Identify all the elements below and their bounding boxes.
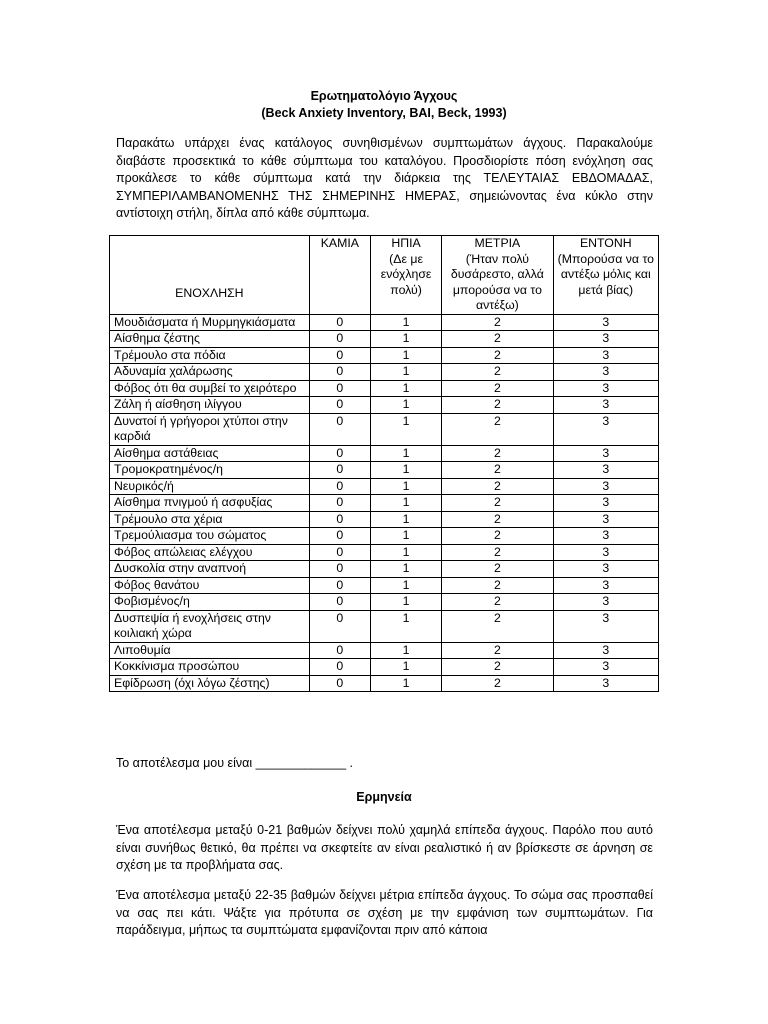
symptom-cell: Τρέμουλο στα πόδια (110, 347, 310, 364)
score-mild-option[interactable]: 1 (370, 413, 441, 445)
symptom-cell: Φόβος απώλειας ελέγχου (110, 544, 310, 561)
header-symptom: ΕΝΟΧΛΗΣΗ (110, 236, 310, 315)
symptom-cell: Μουδιάσματα ή Μυρμηγκιάσματα (110, 314, 310, 331)
header-none (309, 236, 370, 315)
score-mild-option[interactable]: 1 (370, 642, 441, 659)
score-moderate-option[interactable]: 2 (442, 445, 553, 462)
score-severe-option[interactable]: 3 (553, 561, 658, 578)
score-mild-option[interactable]: 1 (370, 314, 441, 331)
table-row (110, 642, 659, 659)
score-mild-option[interactable]: 1 (370, 544, 441, 561)
score-severe-option[interactable]: 3 (553, 528, 658, 545)
score-moderate-option[interactable]: 2 (442, 561, 553, 578)
header-severe-desc: (Μπορούσα να το αντέξω μόλις και μετά βίας) (557, 251, 654, 297)
score-mild-option[interactable]: 1 (370, 331, 441, 348)
table-row (110, 331, 659, 348)
score-moderate-option[interactable]: 2 (442, 331, 553, 348)
score-none-option[interactable]: 0 (309, 675, 370, 692)
score-moderate-option[interactable]: 2 (442, 610, 553, 642)
symptom-cell: Νευρικός/ή (110, 478, 310, 495)
score-severe-option[interactable]: 3 (553, 413, 658, 445)
score-severe-option[interactable]: 3 (553, 380, 658, 397)
table-row (110, 577, 659, 594)
score-none-option[interactable]: 0 (309, 413, 370, 445)
symptom-cell: Αίσθημα πνιγμού ή ασφυξίας (110, 495, 310, 512)
score-none-option[interactable]: 0 (309, 380, 370, 397)
table-row (110, 528, 659, 545)
document-title: Ερωτηματολόγιο Άγχους (310, 89, 458, 103)
score-none-option[interactable]: 0 (309, 610, 370, 642)
score-severe-option[interactable]: 3 (553, 478, 658, 495)
symptom-cell: Δυνατοί ή γρήγοροι χτύποι στην καρδιά (110, 413, 310, 445)
score-label: Το αποτέλεσμα μου είναι (116, 756, 253, 770)
score-mild-option[interactable]: 1 (370, 397, 441, 414)
score-mild-option[interactable]: 1 (370, 495, 441, 512)
score-moderate-option[interactable]: 2 (442, 495, 553, 512)
header-mild-desc: (Δε με ενόχλησε πολύ) (380, 251, 432, 297)
score-line (116, 756, 353, 770)
header-moderate-title: ΜΕΤΡΙΑ (474, 236, 521, 250)
score-moderate-option[interactable]: 2 (442, 642, 553, 659)
score-severe-option[interactable]: 3 (553, 642, 658, 659)
score-severe-option[interactable]: 3 (553, 495, 658, 512)
score-mild-option[interactable]: 1 (370, 561, 441, 578)
score-moderate-option[interactable]: 2 (442, 314, 553, 331)
table-row (110, 610, 659, 642)
score-severe-option[interactable]: 3 (553, 659, 658, 676)
score-none-option[interactable]: 0 (309, 347, 370, 364)
score-mild-option[interactable]: 1 (370, 675, 441, 692)
symptom-table (109, 235, 659, 692)
score-blank[interactable]: _____________ . (255, 756, 353, 770)
score-none-option[interactable]: 0 (309, 397, 370, 414)
interpretation-title: Ερμηνεία (356, 790, 412, 804)
score-severe-option[interactable]: 3 (553, 397, 658, 414)
score-severe-option[interactable]: 3 (553, 314, 658, 331)
score-none-option[interactable]: 0 (309, 594, 370, 611)
score-moderate-option[interactable]: 2 (442, 413, 553, 445)
header-moderate-desc: (Ήταν πολύ δυσάρεστο, αλλά μπορούσα να το αντέξω) (450, 251, 544, 312)
symptom-cell: Δυσκολία στην αναπνοή (110, 561, 310, 578)
interpretation-paragraph-1: Ένα αποτέλεσμα μεταξύ 0-21 βαθμών δείχνει πολύ χαμηλά επίπεδα άγχους. Παρόλο που αυτό είναι συνήθως θετικό, θα πρέπει να σκεφτείτε αν είναι ρεαλιστικό ή αν βρίσκεστε σε άρνηση σε σχέση με τα προβλήματα σας. (116, 823, 653, 873)
score-mild-option[interactable]: 1 (370, 594, 441, 611)
header-severe-title: ΕΝΤΟΝΗ (579, 236, 632, 250)
table-header-row (110, 236, 659, 315)
table-row (110, 462, 659, 479)
header-moderate (442, 236, 553, 315)
score-severe-option[interactable]: 3 (553, 577, 658, 594)
score-severe-option[interactable]: 3 (553, 462, 658, 479)
table-body (110, 314, 659, 692)
symptom-cell: Φόβος θανάτου (110, 577, 310, 594)
symptom-cell: Εφίδρωση (όχι λόγω ζέστης) (110, 675, 310, 692)
score-severe-option[interactable]: 3 (553, 594, 658, 611)
score-none-option[interactable]: 0 (309, 659, 370, 676)
score-none-option[interactable]: 0 (309, 511, 370, 528)
table-row (110, 561, 659, 578)
symptom-cell: Τρέμουλο στα χέρια (110, 511, 310, 528)
score-moderate-option[interactable]: 2 (442, 347, 553, 364)
document-subtitle: (Beck Anxiety Inventory, BAI, Beck, 1993) (261, 106, 507, 120)
score-none-option[interactable]: 0 (309, 528, 370, 545)
score-none-option[interactable]: 0 (309, 364, 370, 381)
score-none-option[interactable]: 0 (309, 445, 370, 462)
table-row (110, 495, 659, 512)
score-moderate-option[interactable]: 2 (442, 528, 553, 545)
score-moderate-option[interactable]: 2 (442, 659, 553, 676)
header-mild (370, 236, 441, 315)
table-row (110, 675, 659, 692)
score-none-option[interactable]: 0 (309, 462, 370, 479)
symptom-cell: Κοκκίνισμα προσώπου (110, 659, 310, 676)
score-mild-option[interactable]: 1 (370, 577, 441, 594)
score-mild-option[interactable]: 1 (370, 478, 441, 495)
table-row (110, 413, 659, 445)
table-row (110, 397, 659, 414)
score-moderate-option[interactable]: 2 (442, 544, 553, 561)
table-row (110, 380, 659, 397)
score-mild-option[interactable]: 1 (370, 462, 441, 479)
intro-paragraph: Παρακάτω υπάρχει ένας κατάλογος συνηθισμένων συμπτωμάτων άγχους. Παρακαλούμε διαβάστε προσεκτικά το κάθε σύμπτωμα του καταλόγου. Προσδιορίστε πόση ενόχληση σας προκάλεσε το κάθε σύμπτωμα κατά την διάρκεια της ΤΕΛΕΥΤΑΙΑΣ ΕΒΔΟΜΑΔΑΣ, ΣΥΜΠΕΡΙΛΑΜΒΑΝΟΜΕΝΗΣ ΤΗΣ ΣΗΜΕΡΙΝΗΣ ΗΜΕΡΑΣ, σημειώνοντας ένα κύκλο στην αντίστοιχη στήλη, δίπλα από κάθε σύμπτωμα. (116, 136, 653, 221)
table-row (110, 511, 659, 528)
score-none-option[interactable]: 0 (309, 495, 370, 512)
score-none-option[interactable]: 0 (309, 561, 370, 578)
score-none-option[interactable]: 0 (309, 544, 370, 561)
score-mild-option[interactable]: 1 (370, 610, 441, 642)
score-moderate-option[interactable]: 2 (442, 397, 553, 414)
score-severe-option[interactable]: 3 (553, 675, 658, 692)
header-severe (553, 236, 658, 315)
score-severe-option[interactable]: 3 (553, 445, 658, 462)
score-severe-option[interactable]: 3 (553, 511, 658, 528)
score-mild-option[interactable]: 1 (370, 445, 441, 462)
score-mild-option[interactable]: 1 (370, 659, 441, 676)
score-moderate-option[interactable]: 2 (442, 577, 553, 594)
score-none-option[interactable]: 0 (309, 642, 370, 659)
score-severe-option[interactable]: 3 (553, 610, 658, 642)
symptom-cell: Αίσθημα αστάθειας (110, 445, 310, 462)
score-moderate-option[interactable]: 2 (442, 594, 553, 611)
table-row (110, 478, 659, 495)
header-mild-title: ΗΠΙΑ (391, 236, 421, 250)
table-row (110, 659, 659, 676)
score-severe-option[interactable]: 3 (553, 364, 658, 381)
table-row (110, 314, 659, 331)
score-none-option[interactable]: 0 (309, 478, 370, 495)
table-row (110, 594, 659, 611)
score-mild-option[interactable]: 1 (370, 380, 441, 397)
symptom-cell: Δυσπεψία ή ενοχλήσεις στην κοιλιακή χώρα (110, 610, 310, 642)
symptom-cell: Αίσθημα ζέστης (110, 331, 310, 348)
score-severe-option[interactable]: 3 (553, 347, 658, 364)
score-mild-option[interactable]: 1 (370, 528, 441, 545)
score-moderate-option[interactable]: 2 (442, 462, 553, 479)
score-mild-option[interactable]: 1 (370, 364, 441, 381)
symptom-cell: Ζάλη ή αίσθηση ιλίγγου (110, 397, 310, 414)
table-row (110, 544, 659, 561)
table-row (110, 364, 659, 381)
symptom-cell: Φόβος ότι θα συμβεί το χειρότερο (110, 380, 310, 397)
score-moderate-option[interactable]: 2 (442, 675, 553, 692)
score-severe-option[interactable]: 3 (553, 331, 658, 348)
symptom-cell: Φοβισμένος/η (110, 594, 310, 611)
symptom-cell: Αδυναμία χαλάρωσης (110, 364, 310, 381)
interpretation-paragraph-2: Ένα αποτέλεσμα μεταξύ 22-35 βαθμών δείχνει μέτρια επίπεδα άγχους. Το σώμα σας προσπαθεί να σας πει κάτι. Ψάξτε για πρότυπα σε σχέση με την εμφάνιση των συμπτωμάτων. Για παράδειγμα, μήπως τα συμπτώματα εμφανίζονται πριν από κάποια (116, 888, 653, 938)
symptom-cell: Τρεμούλιασμα του σώματος (110, 528, 310, 545)
score-moderate-option[interactable]: 2 (442, 380, 553, 397)
score-moderate-option[interactable]: 2 (442, 511, 553, 528)
score-mild-option[interactable]: 1 (370, 347, 441, 364)
table-row (110, 347, 659, 364)
symptom-cell: Τρομοκρατημένος/η (110, 462, 310, 479)
score-none-option[interactable]: 0 (309, 577, 370, 594)
symptom-cell: Λιποθυμία (110, 642, 310, 659)
header-none-title: ΚΑΜΙΑ (320, 236, 359, 250)
table-row (110, 445, 659, 462)
score-severe-option[interactable]: 3 (553, 544, 658, 561)
score-moderate-option[interactable]: 2 (442, 364, 553, 381)
score-none-option[interactable]: 0 (309, 314, 370, 331)
score-none-option[interactable]: 0 (309, 331, 370, 348)
score-moderate-option[interactable]: 2 (442, 478, 553, 495)
score-mild-option[interactable]: 1 (370, 511, 441, 528)
